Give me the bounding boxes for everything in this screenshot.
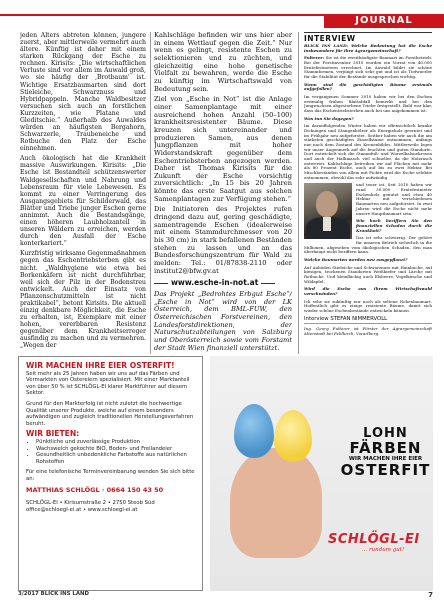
ad-contact-note: Für eine telefonische Terminvereinbarung wenden Sie sich bitte an: xyxy=(26,469,195,482)
interviewee-bio: Ing. Georg Fulterer ist Förster der Agrargemeinschaft Altenstadt bei Feldkirch, Vorarlberg. xyxy=(304,326,432,336)
yellow-egg-icon xyxy=(274,410,312,462)
paragraph: Ziel von „Esche in Not“ ist die Anlage einer Samenplantage mit einer ausreichend hohen Anzahl (50–100) krankheitsresistenter Bäume. Diese kreuzen sich untereinander und produzieren Samen, aus denen Jungpflanzen mit hoher Widerstandskraft gegenüber dem Eschentriebsterben angezogen werden. Daher ist Thomas Kirisits für die Zukunft der Esche vorsichtig zuversichtlich: „In 15 bis 20 Jahren könnte das erste Saatgut aus solchen Samenplantagen zur Verfügung stehen.“ xyxy=(154,95,292,203)
list-item: • Wachsweich gekochte BIO, Boden- und Freilandeier xyxy=(36,446,195,453)
interview-credit: Interview STEFAN NIMMERVOLL xyxy=(304,317,432,325)
ad-offer-list xyxy=(26,439,195,465)
ad-slogan xyxy=(338,426,433,478)
interview-label: INTERVIEW xyxy=(304,32,432,43)
advertisement-schloegl-image xyxy=(210,356,433,591)
ad-intro: Seit mehr als 25 Jahren haben wir uns auf das Färben und Vermarkten von Ostereiern spezialisiert. Mit einer Marktanteil von über 50 % ist SCHLÖGL-EI klarer Marktführer auf diesem Sektor. xyxy=(26,370,190,397)
header-rule xyxy=(0,14,326,16)
interview-continued xyxy=(304,183,432,336)
blue-egg-icon xyxy=(234,404,274,458)
url-rule xyxy=(154,283,168,284)
issue-label: 3/2017 BLICK INS LAND xyxy=(18,591,90,597)
ad-offer-title: WIR BIETEN: xyxy=(26,429,80,439)
url-rule xyxy=(261,283,275,284)
interview-answer: und teuer ist. Seit 2010 haben wir rund 30.000 Erntefestmeter Eschenholz genutzt und etwa 40 Hektar mit verschiedenen Baumarten neu aufgeforstet. In zwei Jahren wird die Esche nicht mehr unsere Hauptbaumart sein. xyxy=(356,182,432,216)
paragraph: Kurzfristig wirksame Gegenmaßnahmen gegen das Eschentriebsterben gibt es nicht. „Waldhygiene wie etwa bei Borkenkäfern ist nicht durchführbar, weil sich der Pilz in der Bodenstreu entwickelt. Auch der Einsatz von Pflanzenschutzmitteln ist nicht praktikabel“, betont Kirisits. Die aktuell einzig denkbare Möglichkeit, die Esche zu erhalten, ist, Exemplare mit einer hohen, vererbbaren Resistenz gegenüber dem Krankheitserreger ausfindig zu machen und zu vermehren. „Wegen der xyxy=(20,250,146,350)
interview-answer: Im vergangenen Sommer 2010 haben wir bei den Eschen erstmalig frühen Blattabfall bemerkt und bei den Jungwuchsen abgestorbene Triebe festgestellt. Bald war klar, dass das Eschentriebsterben auch bei uns angekommen ist. xyxy=(304,94,432,114)
interview-answer: Ich sehe sie zukünftig nur noch als seltene Nebenbaumart. Hoffentlich gibt es einige resistente Bäume, damit sich wieder schöne Eschenbestände entwickeln können. xyxy=(304,298,432,313)
interview-question: Wird die Esche aus Ihrem Wirtschaftswald verschwinden? xyxy=(304,286,432,296)
interview-question: BLICK INS LAND: Welche Bedeutung hat die Esche insbesondere für Ihre Agrargemeinschaft? xyxy=(304,44,432,53)
interview-question: Wie hoch beziffern Sie den finanziellen Schaden durch die Krankheit? xyxy=(356,218,432,233)
page-footer xyxy=(18,591,433,599)
interview-column xyxy=(304,44,432,354)
list-item: • Pünktliche und zuverlässige Produktion xyxy=(36,439,195,446)
ad-contact-phone[interactable]: MATTHIAS SCHLÖGL · 0664 150 43 50 xyxy=(26,485,164,494)
ad-web[interactable]: office@schloegl-ei.at • www.schloegl-ei.at xyxy=(26,506,138,513)
list-item: • Gesundheitlich unbedenkliche Farbstoffe aus natürlichen Rohstoffen xyxy=(36,452,195,465)
interview-question: Was tun Sie dagegen? xyxy=(304,115,354,121)
slogan-line: LOHN xyxy=(363,426,408,441)
interview-answer: Im darauffolgenden Winter haben wir offensichtlich kranke Dickungen und Stangenhölzer als Energieholz geerntet und im Frühjahr neu aufgeforstet. Seither haben wir auch die am stärksten geschädigten Einzelbäume entnommen, anfangs nur nach dem Zustand des Kronenbildes. Mittlerweile legen wir unser Augenmerk auf die feuchten und guten Standorte. Dort entwickelt sich die Stammfuß- und Wurzelhalsnekrosen und auch der Hallimasch viel schneller, da die Holzrasch entwertet. Kahlschläge betreiben wir auf Flächen mit mehr als 80 Prozent Esche, auch auf bis zu zwei Hektar. Bei Mischbeständen von allem mit Fichte wird die Esche selektiv entnommen, obwohl das sehr aufwändig xyxy=(304,123,432,180)
ad-headline: WIR MACHEN IHRE EIER OSTERFIT! xyxy=(26,361,175,370)
project-url[interactable] xyxy=(154,279,292,287)
column-divider xyxy=(298,32,299,354)
paragraph: Kahlschläge befinden wir uns hier aber in einem Wettlauf gegen die Zeit.“ Nur wenn es gelingt, resistente Eschen zu selektionieren und zu züchten, und gleichzeitig eine hohe genetische Vielfalt zu bewahren, werde die Esche zu künftig im Wirtschaftswald von Bedeutung sein. xyxy=(154,32,292,93)
project-note: Das Projekt „Bedrohtes Erbgut Esche“/„Esche in Not“ wird von der LK Österreich, dem BML-FUW, den Österreichischen Forstvereinen, den Landesforstdirektionen, der Naturschutzabteilungen von Salzburg und Oberösterreich sowie vom Forstamt der Stadt Wien finanziell unterstützt. xyxy=(154,290,292,352)
interview-question: Welche Baumarten werden neu ausgepflanzt? xyxy=(304,256,408,262)
section-tab: JOURNAL xyxy=(324,14,444,28)
paragraph: Die Initiatoren des Projektes rufen dringend dazu auf, gering geschädigte, samentragende Eschen (idealerweise mit einem Stammdurchmesser von 20 bis 30 cm) in stark befallenen Beständen stehen zu lassen und an das Bundesforschungszentrum für Wald zu melden: Tel.: 01/87838-2110 oder institut2@bfw.gv.at xyxy=(154,205,292,275)
column-divider xyxy=(150,32,151,354)
slogan-line: FÄRBEN xyxy=(349,439,422,457)
ad-intro-2: Grund für den Markterfolg ist nicht zuletzt die hochwertige Qualität unserer Produkte, welche auf einem besonders aufwändigen und zugleich traditionellen Herstellungsverfahren beruht. xyxy=(26,400,194,427)
interview-question: Wann sind die geschädigten Bäume erstmals aufgefallen? xyxy=(304,81,432,92)
interview-answer: Das ist sehr schwierig. Der gehört für unseren Betrieb sicherlich in die Millionen, abgesehen vom ökologischen Schaden, den man überhaupt nicht beziffern kann. xyxy=(304,235,432,255)
url-text: www.esche-in-not.at xyxy=(171,278,259,288)
interview-answer: Auf Auböden Stieleiche und Schwarznuss mit Hainbuche, auf kiesigen, trockenen Standorten Weißkiefer und Lärche mit Rotbuche. Und kleinflächig auch Elsbeere, Vogelkirsche und Wildapfel. xyxy=(304,264,432,284)
advertisement-schloegl-text xyxy=(18,356,203,591)
paragraph: Auch ökologisch hat die Krankheit massive Auswirkungen. Kirisits: „Die Esche ist Bestandteil schützenswerter Waldgesellschaften und Nahrung und Lebensraum für viele Lebewesen. Es kommt zu einer Verringerung des Ausgangsgebiets für Schilderwald, das Blätter und Triebe junger Eschen gerne annimmt. Auch die Bestandsgänge, einen höheren Laubholzanteil in unseren Wäldern zu erreichen, werden durch den Ausfall der Esche konterkariert.“ xyxy=(20,155,146,248)
schloegl-logo xyxy=(328,532,428,558)
interviewee-name: Fulterer: xyxy=(304,55,325,61)
ad-address: SCHLÖGL-EI • Kirisumstraße 2 • 2750 Steob Süd xyxy=(26,500,155,507)
article-column-2 xyxy=(154,32,292,354)
hand-illustration xyxy=(230,448,322,558)
slogan-line: OSTERFIT xyxy=(340,461,431,479)
paragraph: jeden Alters abtreten können, jungere zuerst, aber mittlerweile vermehrt auch ältere. Künftig ist daher mit einem starken Rückgang der Esche zu rechnen. Kirisits: „Die wirtschaftlichen Verluste sind vor allem im Auwald groß, wo sie häufig der ‚Brotbaum' ist. Wichtige Ersatzbaumarten sind dort Stieleiche, Schwarznuss und Hybridpappeln. Manche Waldbesitzer versuchen sich auch an forstlichen Kurzzeiten, wie Platane und Gleditschie.“ Außerhalb des Auwaldes würden an häufigsten Bergahorn, Schwarzerle, Traubeneiche und Rotbuche den Platz der Esche einnehmen. xyxy=(20,32,146,153)
interviewee-portrait xyxy=(304,183,352,239)
page-number: 7 xyxy=(428,591,433,599)
slogan-line: WIR MACHEN IHRE EIER xyxy=(348,456,423,462)
logo-tagline: ... rundum gut! xyxy=(362,547,405,553)
interview-answer: Sie ist die zweithäufigste Baumart im Forstbetrieb. Bei der Forstinventur 2010 wurden ein Vorrat von 40.000 Erntefestmetern errechnet. Im Auwald bildet sie schöne Stammformen, verjüngt sich sehr gut und ist als Tiefwurzler für die Stabilität der Bestände ausgesprochen wichtig. xyxy=(304,55,432,80)
article-column-1 xyxy=(20,32,146,354)
logo-wordmark: SCHLÖGL-EI xyxy=(328,532,420,547)
